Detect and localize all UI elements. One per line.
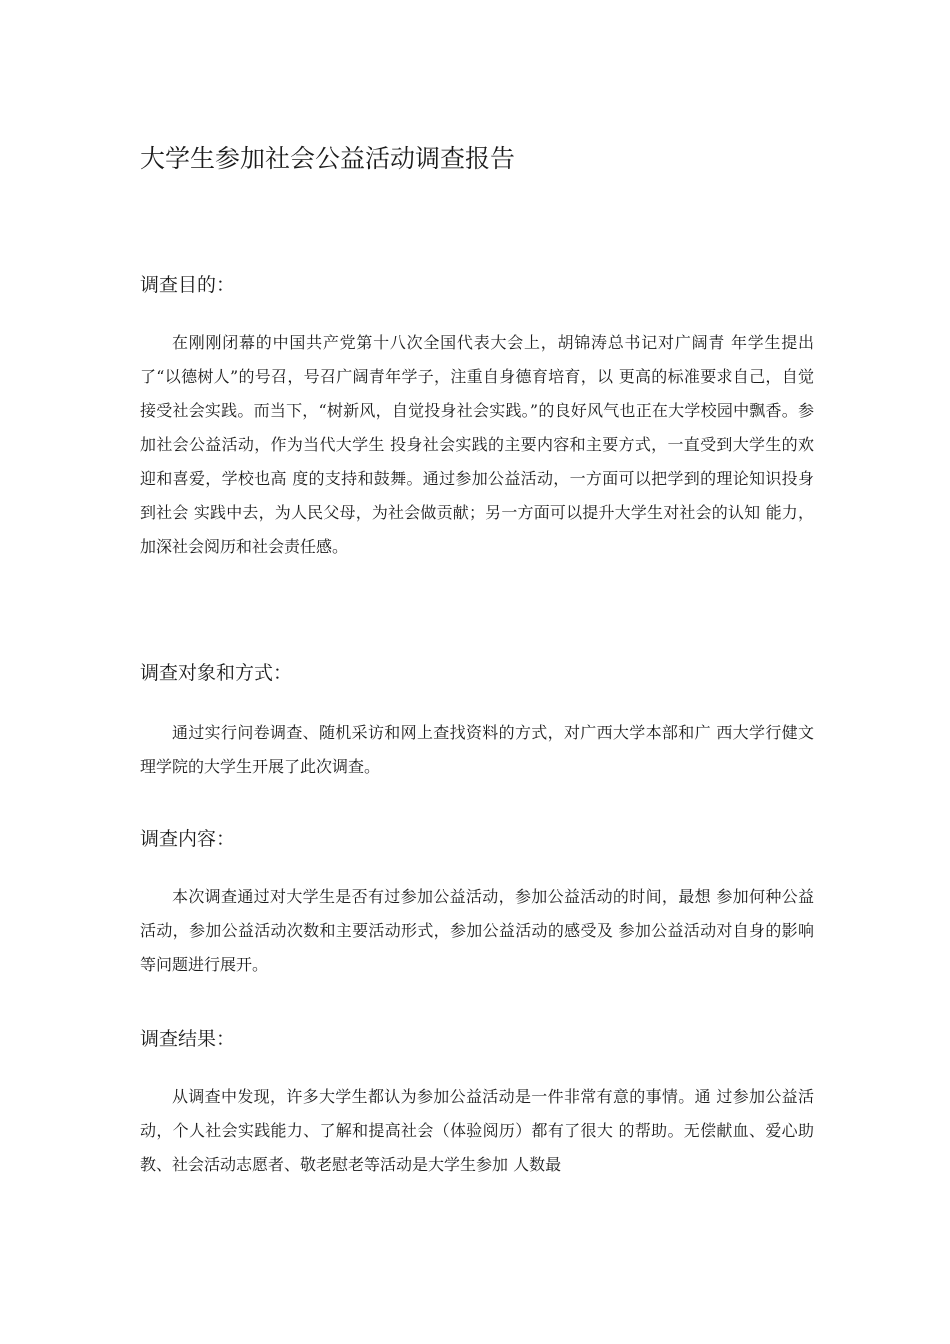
section-body-purpose: 在刚刚闭幕的中国共产党第十八次全国代表大会上，胡锦涛总书记对广阔青 年学生提出了“以德树人”的号召，号召广阔青年学子，注重自身德育培育，以 更高的标准要求自己，自觉接受社会实践。而当下，“树新风，自觉投身社会实践。”的良好风气也正在大学校园中飘香。参加社会公益活动，作为当代大学生 投身社会实践的主要内容和主要方式，一直受到大学生的欢迎和喜爱，学校也高 度的支持和鼓舞。通过参加公益活动，一方面可以把学到的理论知识投身到社会 实践中去，为人民父母，为社会做贡献；另一方面可以提升大学生对社会的认知 能力，加深社会阅历和社会责任感。 [140,333,814,556]
section-heading-purpose: 调查目的： [140,274,236,296]
section-body-method: 通过实行问卷调查、随机采访和网上查找资料的方式，对广西大学本部和广 西大学行健文理学院的大学生开展了此次调查。 [140,723,814,776]
section-body-result: 从调查中发现，许多大学生都认为参加公益活动是一件非常有意的事情。通 过参加公益活动，个人社会实践能力、了解和提高社会（体验阅历）都有了很大 的帮助。无偿献血、爱心助教、社会活动志愿者、敬老慰老等活动是大学生参加 人数最 [140,1087,814,1174]
section-body-content: 本次调查通过对大学生是否有过参加公益活动，参加公益活动的时间，最想 参加何种公益活动，参加公益活动次数和主要活动形式，参加公益活动的感受及 参加公益活动对自身的影响等问题进行展开。 [140,887,814,974]
section-heading-content: 调查内容： [140,828,236,850]
section-heading-result: 调查结果： [140,1028,236,1050]
section-heading-method: 调查对象和方式： [140,662,293,684]
document-title: 大学生参加社会公益活动调查报告 [140,144,516,173]
